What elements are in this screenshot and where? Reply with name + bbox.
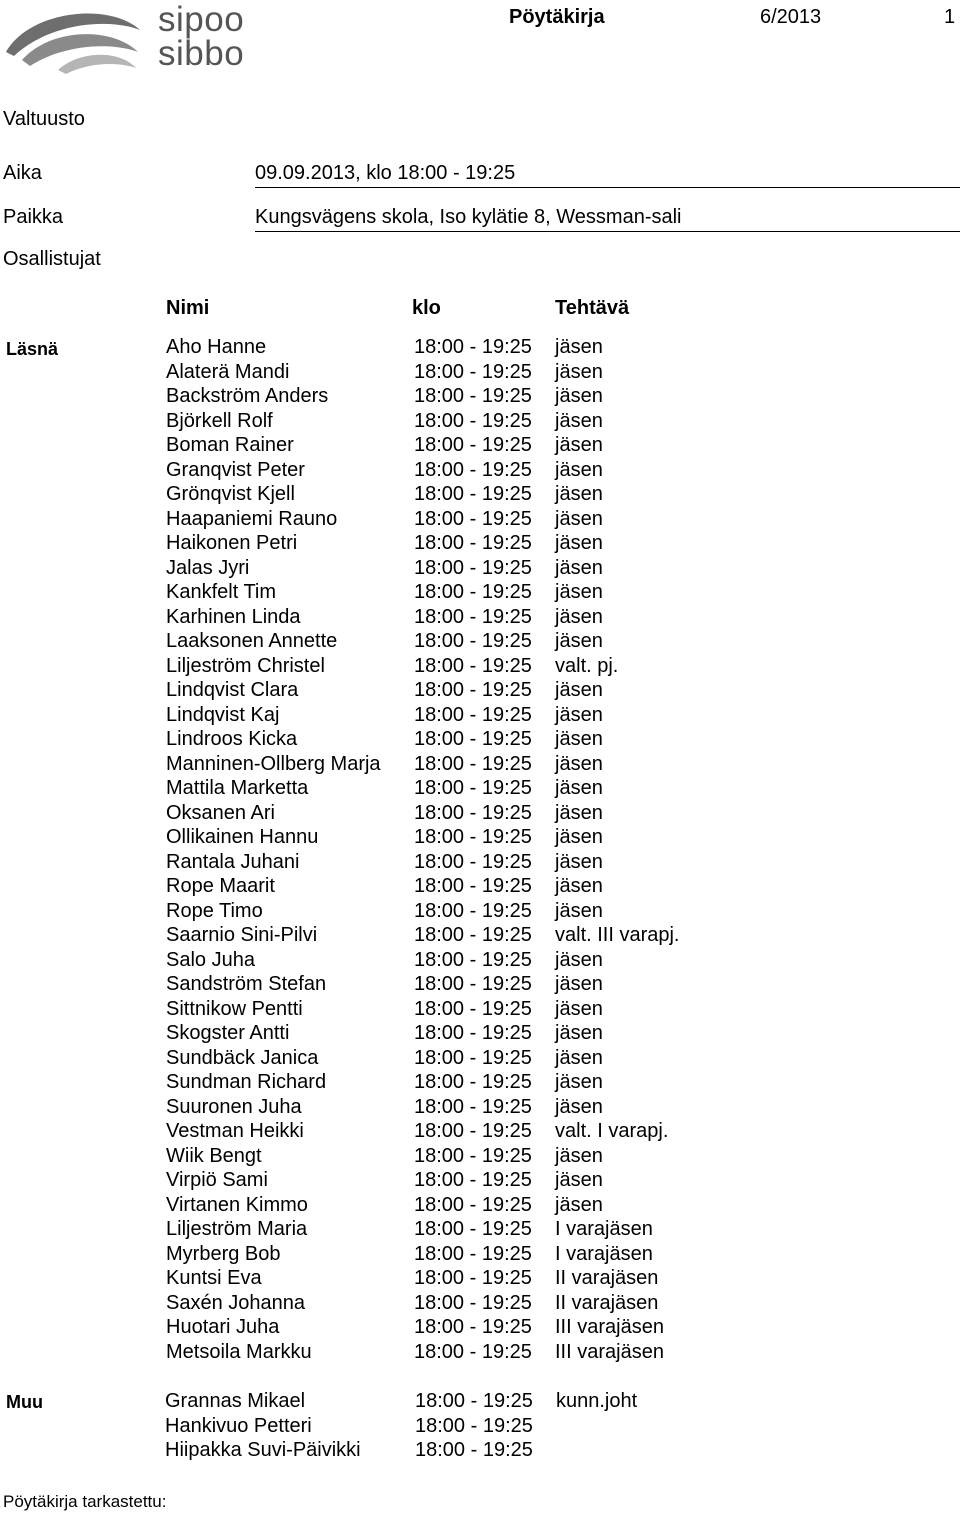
- participant-time: 18:00 - 19:25: [414, 1046, 532, 1069]
- participant-name: Vestman Heikki: [166, 1120, 304, 1142]
- participant-role: jäsen: [555, 409, 603, 432]
- participant-time: 18:00 - 19:25: [414, 1022, 532, 1044]
- participant-name: Metsoila Markku: [166, 1340, 312, 1363]
- participant-role: II varajäsen: [555, 1291, 659, 1314]
- participant-time: 18:00 - 19:25: [414, 1095, 532, 1118]
- participant-time: 18:00 - 19:25: [414, 703, 532, 726]
- participant-name: Virpiö Sami: [166, 1169, 268, 1191]
- table-row: [0, 923, 960, 948]
- table-row: [0, 605, 960, 630]
- participant-role: jäsen: [555, 605, 603, 628]
- participant-name: Jalas Jyri: [166, 556, 250, 579]
- document-type: Pöytäkirja: [509, 6, 605, 28]
- logo-text-sipoo: sipoo: [158, 0, 245, 39]
- participant-name: Ollikainen Hannu: [166, 826, 319, 848]
- participant-time: 18:00 - 19:25: [414, 458, 532, 481]
- participant-name: Boman Rainer: [166, 434, 294, 456]
- table-row: [0, 556, 960, 581]
- participant-name: Hankivuo Petteri: [165, 1414, 312, 1437]
- participant-name: Kuntsi Eva: [166, 1267, 262, 1289]
- participant-time: 18:00 - 19:25: [414, 532, 532, 554]
- participant-time: 18:00 - 19:25: [414, 997, 532, 1020]
- participant-role: jäsen: [555, 630, 603, 652]
- table-row: [0, 703, 960, 728]
- table-row: [0, 1389, 960, 1414]
- table-row: [0, 727, 960, 752]
- participant-name: Kankfelt Tim: [166, 581, 277, 603]
- participant-time: 18:00 - 19:25: [414, 973, 532, 995]
- participant-name: Suuronen Juha: [166, 1095, 302, 1118]
- participant-name: Lindroos Kicka: [166, 728, 298, 750]
- participant-name: Sundbäck Janica: [166, 1046, 319, 1069]
- participant-name: Liljeström Maria: [166, 1218, 308, 1240]
- participant-role: I varajäsen: [555, 1218, 653, 1240]
- table-row: [0, 409, 960, 434]
- participant-time: 18:00 - 19:25: [414, 483, 532, 505]
- participant-role: jäsen: [555, 1193, 603, 1216]
- participant-role: jäsen: [555, 899, 603, 922]
- participant-role: II varajäsen: [555, 1267, 659, 1289]
- time-value: 09.09.2013, klo 18:00 - 19:25: [255, 162, 516, 184]
- participant-name: Mattila Marketta: [166, 777, 309, 799]
- table-row: [0, 948, 960, 973]
- time-label: Aika: [3, 162, 42, 184]
- participant-role: kunn.joht: [556, 1390, 638, 1412]
- table-row: [0, 776, 960, 801]
- table-row: [0, 874, 960, 899]
- participant-name: Haikonen Petri: [166, 532, 298, 554]
- participant-time: 18:00 - 19:25: [415, 1414, 533, 1437]
- participant-name: Sundman Richard: [166, 1071, 327, 1093]
- participant-role: jäsen: [555, 1144, 603, 1167]
- participant-time: 18:00 - 19:25: [414, 434, 532, 456]
- participant-time: 18:00 - 19:25: [414, 777, 532, 799]
- table-row: [0, 1193, 960, 1218]
- participant-name: Hiipakka Suvi-Päivikki: [165, 1439, 361, 1461]
- table-row: [0, 752, 960, 777]
- participant-time: 18:00 - 19:25: [414, 556, 532, 579]
- participant-name: Sandström Stefan: [166, 973, 327, 995]
- participant-role: III varajäsen: [555, 1340, 664, 1363]
- table-row: [0, 1315, 960, 1340]
- participant-role: jäsen: [555, 752, 603, 775]
- column-header-time: klo: [412, 297, 441, 319]
- participant-role: III varajäsen: [555, 1316, 664, 1338]
- participant-role: jäsen: [555, 336, 603, 358]
- table-row: [0, 360, 960, 385]
- participant-name: Backström Anders: [166, 385, 329, 407]
- participant-role: jäsen: [555, 434, 603, 456]
- table-row: [0, 972, 960, 997]
- participant-role: jäsen: [555, 581, 603, 603]
- participant-role: jäsen: [555, 385, 603, 407]
- participant-time: 18:00 - 19:25: [414, 1193, 532, 1216]
- participant-role: jäsen: [555, 458, 603, 481]
- participant-name: Salo Juha: [166, 948, 255, 971]
- table-row: [0, 1070, 960, 1095]
- participant-role: jäsen: [555, 997, 603, 1020]
- participant-time: 18:00 - 19:25: [414, 826, 532, 848]
- participant-role: jäsen: [555, 360, 603, 383]
- participant-role: I varajäsen: [555, 1242, 653, 1265]
- table-row: [0, 507, 960, 532]
- participant-time: 18:00 - 19:25: [414, 654, 532, 677]
- table-row: [0, 1095, 960, 1120]
- table-row: [0, 433, 960, 458]
- participant-name: Laaksonen Annette: [166, 630, 338, 652]
- participant-time: 18:00 - 19:25: [414, 1242, 532, 1265]
- participant-name: Oksanen Ari: [166, 801, 275, 824]
- participant-name: Saarnio Sini-Pilvi: [166, 924, 318, 946]
- participant-time: 18:00 - 19:25: [415, 1390, 533, 1412]
- participant-role: jäsen: [555, 728, 603, 750]
- table-row: [0, 997, 960, 1022]
- participant-time: 18:00 - 19:25: [414, 605, 532, 628]
- participant-role: jäsen: [555, 1022, 603, 1044]
- column-header-role: Tehtävä: [555, 297, 630, 319]
- participant-role: jäsen: [555, 948, 603, 971]
- table-row: [0, 531, 960, 556]
- participant-role: jäsen: [555, 850, 603, 873]
- divider: [255, 231, 960, 232]
- participant-name: Skogster Antti: [166, 1022, 290, 1044]
- participant-time: 18:00 - 19:25: [414, 409, 532, 432]
- table-row: [0, 850, 960, 875]
- participant-name: Aho Hanne: [166, 336, 267, 358]
- participant-time: 18:00 - 19:25: [414, 899, 532, 922]
- participant-role: jäsen: [555, 826, 603, 848]
- document-number: 6/2013: [760, 6, 822, 28]
- participant-role: valt. I varapj.: [555, 1120, 669, 1142]
- participant-time: 18:00 - 19:25: [414, 1316, 532, 1338]
- table-row: [0, 1438, 960, 1463]
- participant-role: jäsen: [555, 483, 603, 505]
- table-row: [0, 1119, 960, 1144]
- other-section-label: Muu: [6, 1392, 43, 1412]
- participant-time: 18:00 - 19:25: [414, 1144, 532, 1167]
- participant-name: Alaterä Mandi: [166, 360, 290, 383]
- column-header-name: Nimi: [166, 297, 210, 319]
- table-row: [0, 825, 960, 850]
- participant-time: 18:00 - 19:25: [414, 1340, 532, 1363]
- participant-time: 18:00 - 19:25: [414, 336, 532, 358]
- participant-name: Björkell Rolf: [166, 409, 273, 432]
- participant-role: jäsen: [555, 703, 603, 726]
- participant-time: 18:00 - 19:25: [414, 728, 532, 750]
- table-row: [0, 1021, 960, 1046]
- participant-name: Myrberg Bob: [166, 1242, 281, 1265]
- participant-time: 18:00 - 19:25: [414, 630, 532, 652]
- table-row: [0, 384, 960, 409]
- swoosh-logo-icon: [0, 0, 160, 78]
- participant-time: 18:00 - 19:25: [414, 875, 532, 897]
- table-row: [0, 482, 960, 507]
- participant-role: jäsen: [555, 875, 603, 897]
- participant-time: 18:00 - 19:25: [414, 360, 532, 383]
- divider: [255, 187, 960, 188]
- participant-time: 18:00 - 19:25: [414, 1120, 532, 1142]
- table-row: [0, 458, 960, 483]
- participant-time: 18:00 - 19:25: [414, 948, 532, 971]
- participant-role: jäsen: [555, 556, 603, 579]
- table-row: [0, 1217, 960, 1242]
- participant-time: 18:00 - 19:25: [414, 1267, 532, 1289]
- participant-role: valt. pj.: [555, 654, 619, 677]
- participant-name: Rope Maarit: [166, 875, 275, 897]
- table-row: [0, 654, 960, 679]
- participant-role: jäsen: [555, 532, 603, 554]
- participant-role: valt. III varapj.: [555, 924, 680, 946]
- participant-time: 18:00 - 19:25: [414, 1169, 532, 1191]
- table-row: [0, 1291, 960, 1316]
- participant-name: Rope Timo: [166, 899, 263, 922]
- table-row: [0, 678, 960, 703]
- participant-name: Karhinen Linda: [166, 605, 301, 628]
- participant-role: jäsen: [555, 973, 603, 995]
- page-number: 1: [944, 6, 956, 28]
- minutes-checked-label: Pöytäkirja tarkastettu:: [3, 1492, 167, 1511]
- participant-role: jäsen: [555, 801, 603, 824]
- organ-name: Valtuusto: [3, 108, 85, 130]
- participants-label: Osallistujat: [3, 248, 101, 270]
- participant-name: Saxén Johanna: [166, 1291, 306, 1314]
- participant-name: Manninen-Ollberg Marja: [166, 752, 381, 775]
- participant-role: jäsen: [555, 679, 603, 701]
- participant-time: 18:00 - 19:25: [414, 581, 532, 603]
- participant-name: Lindqvist Clara: [166, 679, 299, 701]
- table-row: [0, 1168, 960, 1193]
- participant-time: 18:00 - 19:25: [414, 679, 532, 701]
- place-label: Paikka: [3, 206, 64, 228]
- participant-time: 18:00 - 19:25: [415, 1439, 533, 1461]
- participant-name: Wiik Bengt: [166, 1144, 262, 1167]
- table-row: [0, 899, 960, 924]
- participant-time: 18:00 - 19:25: [414, 1071, 532, 1093]
- participant-role: jäsen: [555, 1046, 603, 1069]
- table-row: [0, 1144, 960, 1169]
- table-row: [0, 335, 960, 360]
- place-value: Kungsvägens skola, Iso kylätie 8, Wessman-sali: [255, 206, 682, 228]
- present-section-label: Läsnä: [6, 339, 59, 359]
- table-row: [0, 1046, 960, 1071]
- table-row: [0, 580, 960, 605]
- participant-time: 18:00 - 19:25: [414, 801, 532, 824]
- logo-text-sibbo: sibbo: [158, 34, 245, 73]
- participant-time: 18:00 - 19:25: [414, 924, 532, 946]
- participant-name: Virtanen Kimmo: [166, 1193, 308, 1216]
- table-row: [0, 629, 960, 654]
- participant-role: jäsen: [555, 1169, 603, 1191]
- participant-name: Liljeström Christel: [166, 654, 325, 677]
- participant-name: Rantala Juhani: [166, 850, 300, 873]
- sipoo-sibbo-logo: [0, 0, 260, 78]
- participant-time: 18:00 - 19:25: [414, 850, 532, 873]
- table-row: [0, 1414, 960, 1439]
- table-row: [0, 1242, 960, 1267]
- participant-time: 18:00 - 19:25: [414, 752, 532, 775]
- table-row: [0, 801, 960, 826]
- participant-role: jäsen: [555, 777, 603, 799]
- participant-name: Grönqvist Kjell: [166, 483, 295, 505]
- table-row: [0, 1340, 960, 1365]
- participant-name: Grannas Mikael: [165, 1390, 306, 1412]
- participant-time: 18:00 - 19:25: [414, 385, 532, 407]
- participant-role: jäsen: [555, 1095, 603, 1118]
- participant-time: 18:00 - 19:25: [414, 1291, 532, 1314]
- participant-name: Lindqvist Kaj: [166, 703, 280, 726]
- participant-time: 18:00 - 19:25: [414, 1218, 532, 1240]
- table-row: [0, 1266, 960, 1291]
- participant-name: Sittnikow Pentti: [166, 997, 303, 1020]
- participant-name: Huotari Juha: [166, 1316, 280, 1338]
- participant-name: Haapaniemi Rauno: [166, 507, 338, 530]
- participant-role: jäsen: [555, 507, 603, 530]
- participant-role: jäsen: [555, 1071, 603, 1093]
- participant-time: 18:00 - 19:25: [414, 507, 532, 530]
- participant-name: Granqvist Peter: [166, 458, 305, 481]
